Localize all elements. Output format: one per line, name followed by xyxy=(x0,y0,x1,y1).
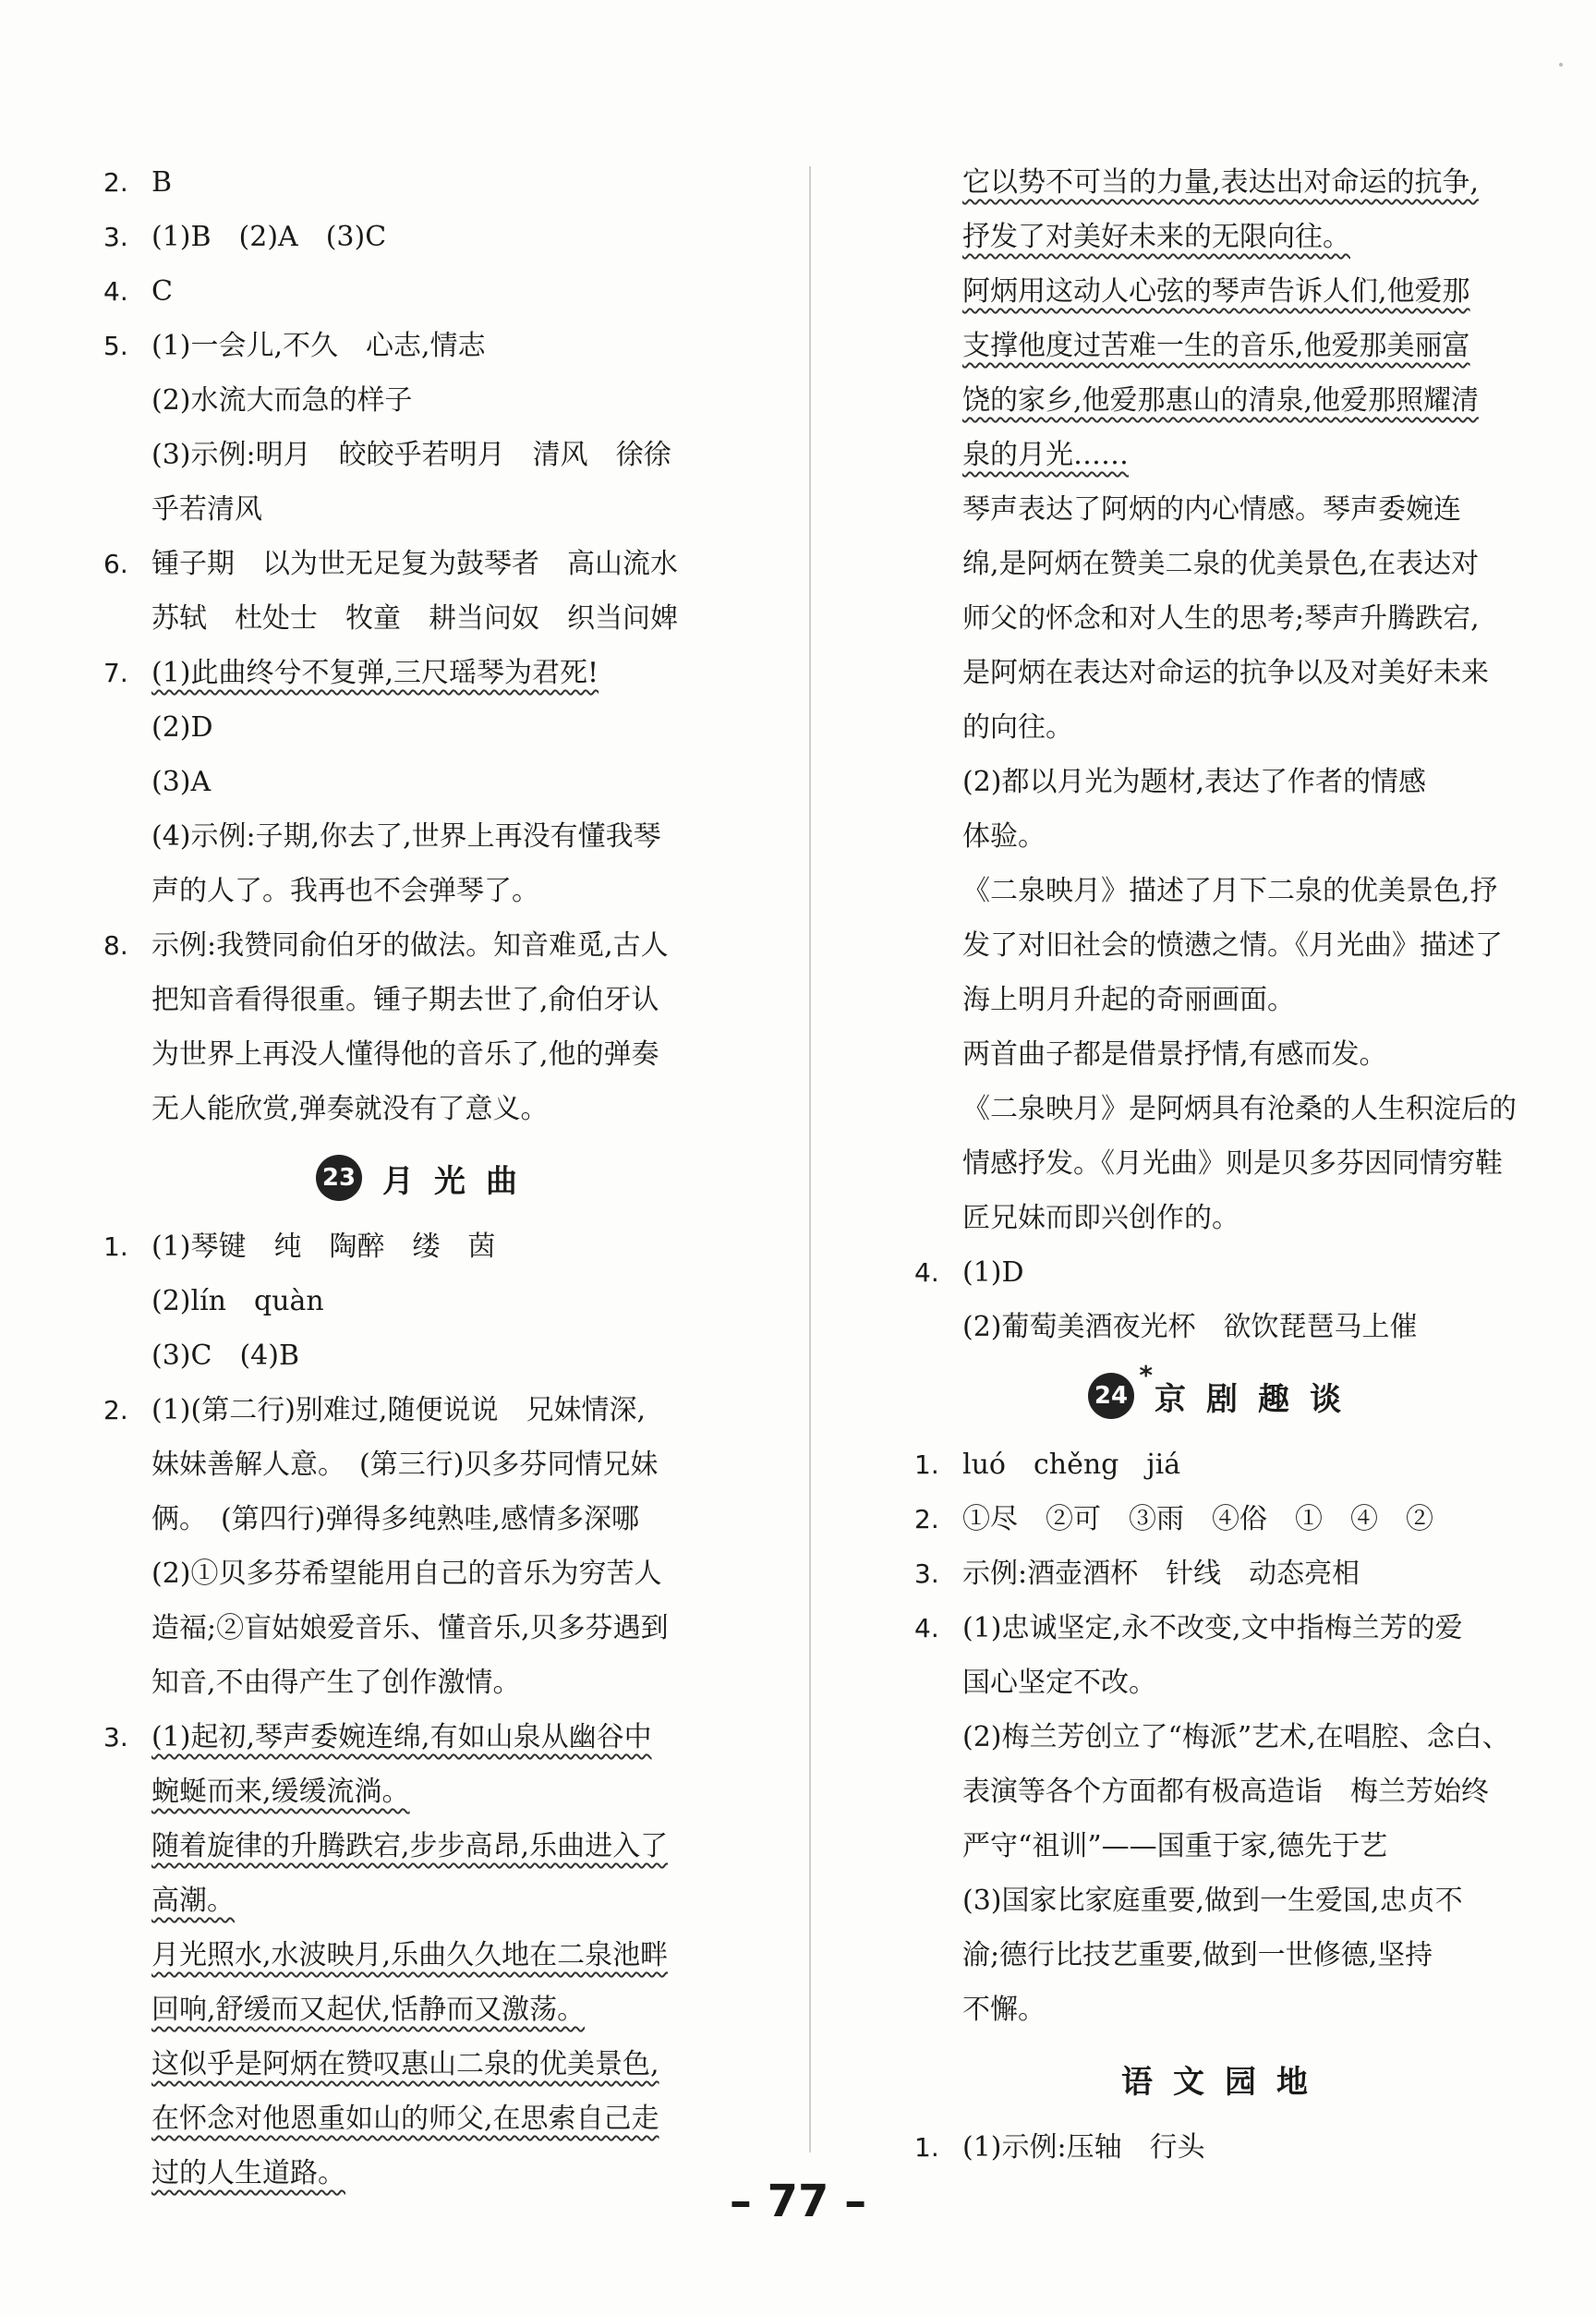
l24-answer-4-line: 国心坚定不改。 xyxy=(962,1667,1156,1699)
garden-answer-1: 1. (1)示例:压轴 行头 xyxy=(914,2131,1205,2164)
continued-line: 支撑他度过苦难一生的音乐,他爱那美丽富 xyxy=(962,330,1470,362)
l24-answer-4-line: 严守“祖训”——国重于家,德先于艺 xyxy=(962,1830,1388,1862)
l23-answer-1-line: (3)C (4)B xyxy=(151,1340,299,1372)
l23-answer-2-line: (2)①贝多芬希望能用自己的音乐为穷苦人 xyxy=(151,1558,662,1590)
answer-3: 3. (1)B (2)A (3)C xyxy=(103,221,387,253)
l23-answer-1-line: (2)lín quàn xyxy=(151,1285,324,1317)
l23-answer-3-line: 过的人生道路。 xyxy=(151,2157,345,2189)
l24-answer-3: 3. 示例:酒壶酒杯 针线 动态亮相 xyxy=(914,1558,1360,1590)
continued-line: 它以势不可当的力量,表达出对命运的抗争, xyxy=(962,166,1480,199)
continued-line: 体验。 xyxy=(962,820,1046,853)
continued-line: 阿炳用这动人心弦的琴声告诉人们,他爱那 xyxy=(962,275,1470,308)
answer-7-line: 声的人了。我再也不会弹琴了。 xyxy=(151,875,539,907)
answer-8-line: 把知音看得很重。锺子期去世了,俞伯牙认 xyxy=(151,984,659,1016)
lesson-number-badge: 23 xyxy=(316,1155,362,1201)
l23-answer-3-line: 这似乎是阿炳在赞叹惠山二泉的优美景色, xyxy=(151,2048,659,2080)
column-divider xyxy=(809,166,811,2152)
answer-6-line: 6. 锺子期 以为世无足复为鼓琴者 高山流水 xyxy=(103,548,678,580)
answer-7-line: (3)A xyxy=(151,766,212,798)
continued-line: 匠兄妹而即兴创作的。 xyxy=(962,1202,1239,1234)
l24-answer-2: 2. ①尽 ②可 ③雨 ④俗 ① ④ ② xyxy=(914,1503,1433,1535)
lesson-24-heading xyxy=(914,1354,1535,1437)
answer-4-line: (2)葡萄美酒夜光杯 欲饮琵琶马上催 xyxy=(962,1311,1418,1343)
answer-4: 4. C xyxy=(103,275,173,308)
continued-line: 绵,是阿炳在赞美二泉的优美景色,在表达对 xyxy=(962,548,1480,580)
continued-line: 的向往。 xyxy=(962,711,1073,744)
answer-8-line: 8. 示例:我赞同俞伯牙的做法。知音难觅,古人 xyxy=(103,929,669,962)
l23-answer-2-line: 知音,不由得产生了创作激情。 xyxy=(151,1667,521,1699)
continued-line: 《二泉映月》是阿炳具有沧桑的人生积淀后的 xyxy=(962,1093,1517,1125)
lesson-number-badge: 24 * xyxy=(1088,1373,1134,1419)
l24-answer-4-line: 渝;德行比技艺重要,做到一世修德,坚持 xyxy=(962,1939,1433,1971)
l23-answer-2-line: 造福;②盲姑娘爱音乐、懂音乐,贝多芬遇到 xyxy=(151,1612,669,1644)
language-garden-heading xyxy=(914,2037,1535,2120)
l24-answer-4-line: (3)国家比家庭重要,做到一生爱国,忠贞不 xyxy=(962,1885,1463,1917)
answer-5-line: (3)示例:明月 皎皎乎若明月 清风 徐徐 xyxy=(151,439,671,471)
answer-7-line: 7. (1)此曲终兮不复弹,三尺瑶琴为君死! xyxy=(103,657,599,689)
underlined-quote: (1)此曲终兮不复弹,三尺瑶琴为君死! xyxy=(151,657,599,689)
continued-line: 情感抒发。《月光曲》则是贝多芬因同情穷鞋 xyxy=(962,1147,1503,1180)
continued-line: 《二泉映月》描述了月下二泉的优美景色,抒 xyxy=(962,875,1498,907)
l23-answer-3-line: 随着旋律的升腾跌宕,步步高昂,乐曲进入了 xyxy=(151,1830,669,1862)
l23-answer-3-line: 高潮。 xyxy=(151,1885,235,1917)
lesson-title: 月光曲 xyxy=(382,1162,538,1200)
lesson-title: 京剧趣谈 xyxy=(1155,1380,1361,1418)
l24-answer-4-line: 表演等各个方面都有极高造诣 梅兰芳始终 xyxy=(962,1776,1489,1808)
answer-8-line: 无人能欣赏,弹奏就没有了意义。 xyxy=(151,1093,549,1125)
left-column xyxy=(103,155,750,2201)
l23-answer-3-line: 月光照水,水波映月,乐曲久久地在二泉池畔 xyxy=(151,1939,669,1971)
right-column xyxy=(914,155,1535,2175)
l23-answer-3-line: 蜿蜒而来,缓缓流淌。 xyxy=(151,1776,410,1808)
answer-4-line: 4. (1)D xyxy=(914,1256,1024,1289)
continued-line: 发了对旧社会的愤懑之情。《月光曲》描述了 xyxy=(962,929,1503,962)
answer-5-line: 乎若清风 xyxy=(151,493,262,526)
l23-answer-2-line: 妹妹善解人意。 (第三行)贝多芬同情兄妹 xyxy=(151,1449,659,1481)
continued-line: (2)都以月光为题材,表达了作者的情感 xyxy=(962,766,1427,798)
page-number: – 77 – xyxy=(729,2176,867,2227)
corner-mark xyxy=(1559,63,1563,67)
l23-answer-2-line: 俩。 (第四行)弹得多纯熟哇,感情多深哪 xyxy=(151,1503,639,1535)
answer-2: 2. B xyxy=(103,166,173,199)
l23-answer-3-line: 在怀念对他恩重如山的师父,在思索自己走 xyxy=(151,2103,659,2135)
l24-answer-4-line: 4. (1)忠诚坚定,永不改变,文中指梅兰芳的爱 xyxy=(914,1612,1463,1644)
continued-line: 琴声表达了阿炳的内心情感。琴声委婉连 xyxy=(962,493,1461,526)
continued-line: 两首曲子都是借景抒情,有感而发。 xyxy=(962,1038,1387,1071)
continued-line: 海上明月升起的奇丽画面。 xyxy=(962,984,1295,1016)
answer-6-line: 苏轼 杜处士 牧童 耕当问奴 织当问婢 xyxy=(151,602,678,635)
l24-answer-4-line: (2)梅兰芳创立了“梅派”艺术,在唱腔、念白、 xyxy=(962,1721,1510,1753)
star-icon: * xyxy=(1139,1360,1153,1390)
l24-answer-4-line: 不懈。 xyxy=(962,1994,1046,2026)
continued-line: 师父的怀念和对人生的思考;琴声升腾跌宕, xyxy=(962,602,1480,635)
section-title: 语文园地 xyxy=(1121,2063,1328,2101)
answer-5-line: (2)水流大而急的样子 xyxy=(151,384,413,417)
l23-answer-3-line: 回响,舒缓而又起伏,恬静而又激荡。 xyxy=(151,1994,586,2026)
answer-7-line: (4)示例:子期,你去了,世界上再没有懂我琴 xyxy=(151,820,661,853)
continued-line: 是阿炳在表达对命运的抗争以及对美好未来 xyxy=(962,657,1489,689)
answer-5-line: 5. (1)一会儿,不久 心志,情志 xyxy=(103,330,486,362)
l24-answer-1: 1. luó chěng jiá xyxy=(914,1449,1181,1481)
continued-line: 抒发了对美好未来的无限向往。 xyxy=(962,221,1350,253)
lesson-23-heading xyxy=(103,1136,750,1219)
l23-answer-1-line: 1. (1)琴键 纯 陶醉 缕 茵 xyxy=(103,1231,496,1263)
answer-8-line: 为世界上再没人懂得他的音乐了,他的弹奏 xyxy=(151,1038,659,1071)
continued-line: 泉的月光…… xyxy=(962,439,1129,471)
l23-answer-3-line: 3. (1)起初,琴声委婉连绵,有如山泉从幽谷中 xyxy=(103,1721,652,1753)
continued-line: 饶的家乡,他爱那惠山的清泉,他爱那照耀清 xyxy=(962,384,1480,417)
l23-answer-2-line: 2. (1)(第二行)别难过,随便说说 兄妹情深, xyxy=(103,1394,646,1426)
answer-7-line: (2)D xyxy=(151,711,213,744)
